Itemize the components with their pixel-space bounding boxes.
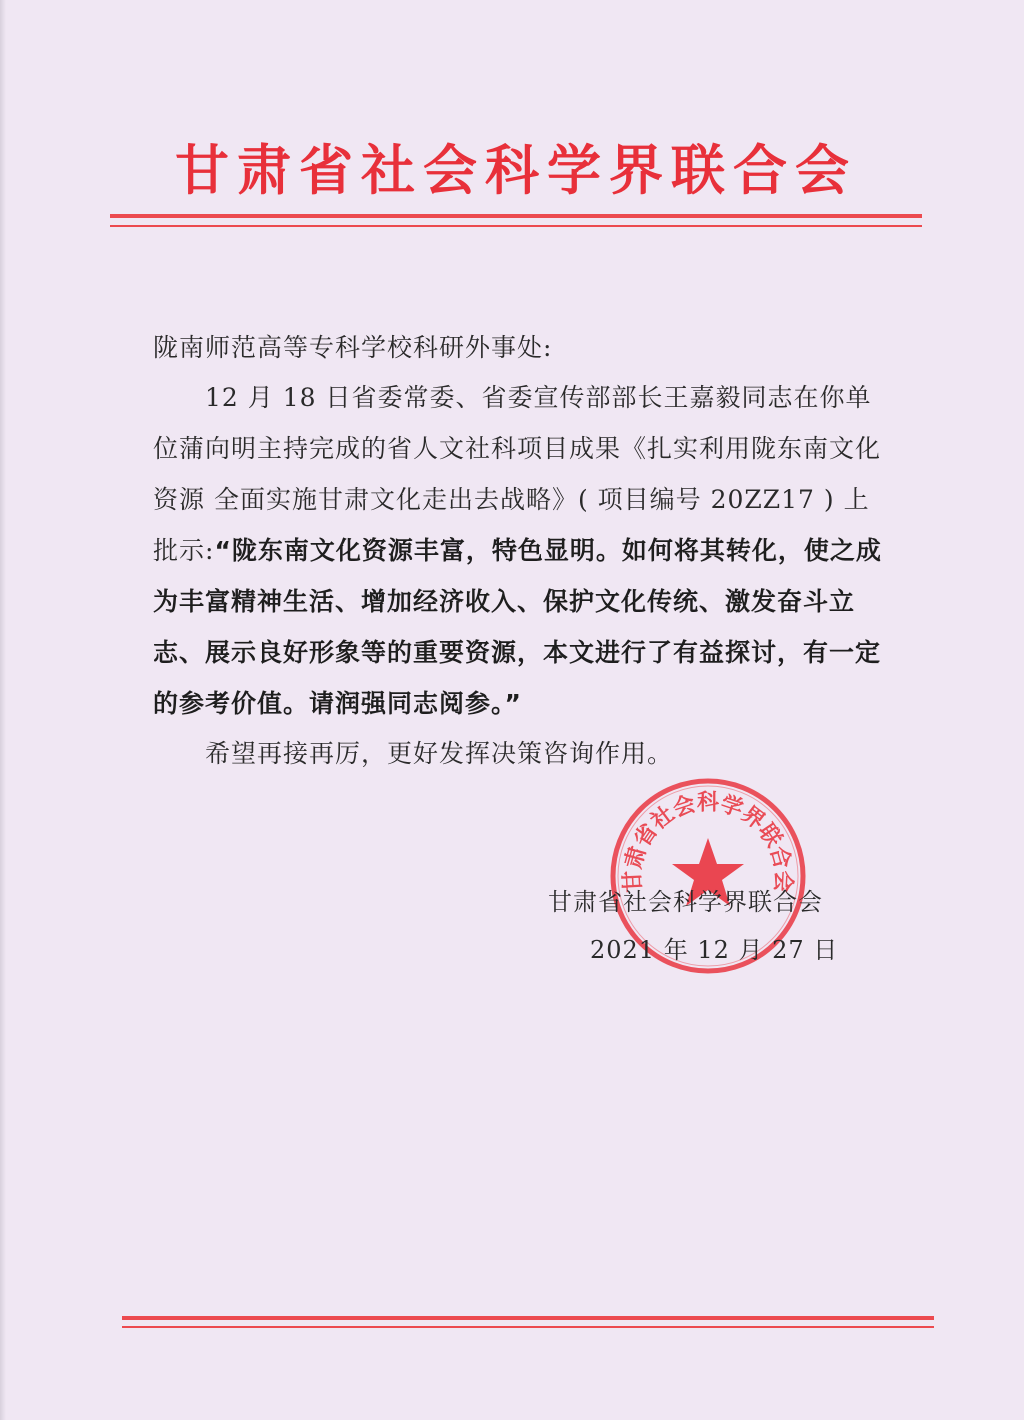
letterhead-rule-thick xyxy=(110,214,922,218)
paragraph-instruction xyxy=(153,372,893,729)
letterhead-rule-thin xyxy=(110,225,922,227)
footer-rule-thin xyxy=(122,1326,934,1328)
signature-organization: 甘肃省社会科学界联合会 xyxy=(548,888,823,916)
signature-date: 2021 年 12 月 27 日 xyxy=(590,936,839,964)
signature-block xyxy=(548,878,868,974)
paragraph-instruction-quote: “陇东南文化资源丰富，特色显明。如何将其转化，使之成为丰富精神生活、增加经济收入、保护文化传统、激发奋斗立志、展示良好形象等的重要资源，本文进行了有益探讨，有一定的参考价值。请润强同志阅参。” xyxy=(153,536,882,718)
scan-edge xyxy=(0,0,6,1420)
paragraph-instruction-plain: 12 月 18 日省委常委、省委宣传部部长王嘉毅同志在你单位蒲向明主持完成的省人文社科项目成果《扎实利用陇东南文化资源 全面实施甘肃文化走出去战略》( 项目编号 20ZZ17 ) 上批示: xyxy=(153,383,882,565)
letterhead-title: 甘肃省社会科学界联合会 xyxy=(175,139,857,202)
footer-rule-thick xyxy=(122,1316,934,1320)
salutation: 陇南师范高等专科学校科研外事处: xyxy=(153,333,553,362)
seal-text: 甘肃省社会科学界联合会 xyxy=(620,790,796,894)
paragraph-closing: 希望再接再厉，更好发挥决策咨询作用。 xyxy=(205,739,674,768)
